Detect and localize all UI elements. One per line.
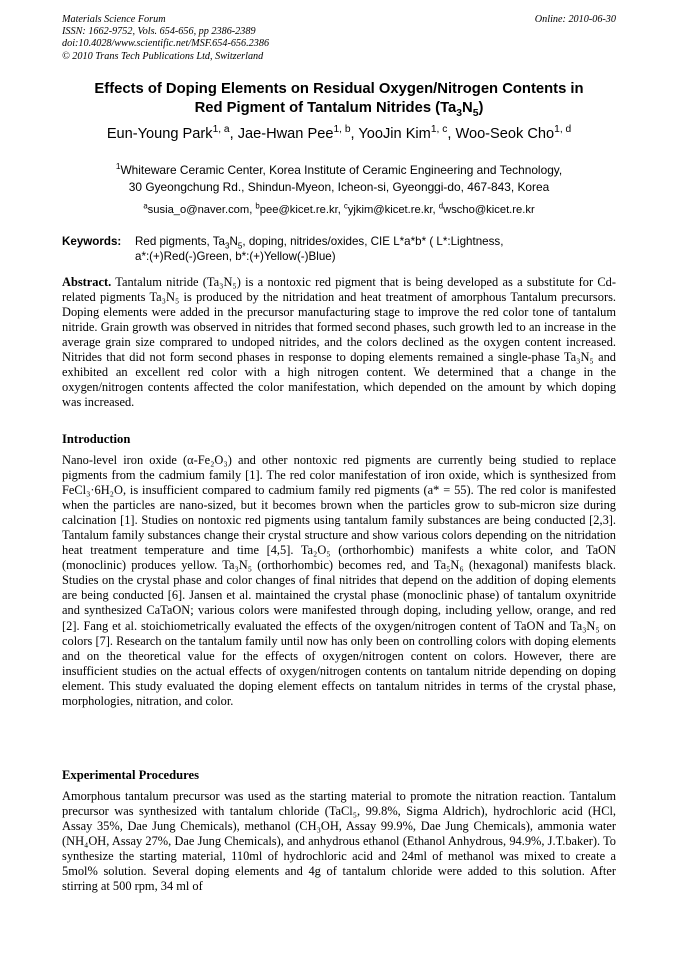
author-name: Jae-Hwan Pee xyxy=(237,126,334,142)
author-name: Woo-Seok Cho xyxy=(455,126,555,142)
keywords-label: Keywords: xyxy=(62,235,122,248)
paper-title xyxy=(62,80,616,117)
email-address[interactable]: susia_o@naver.com xyxy=(147,204,250,216)
author-name: Eun-Young Park xyxy=(106,126,213,142)
journal-header xyxy=(62,14,616,63)
abstract-text: Tantalum nitride (Ta₃N₅) is a nontoxic red pigment that is being developed as a substitute for Cd-related pigments Ta₃N₅ is produced by the nitridation and heat treatment of amorphous Tantalum precursors. Doping elements were added in the precursor manufacturing stage to improve the red color tone of tantalum nitride. Grain growth was observed in nitrides that formed second phases, such growth led to an increase in the average grain size comprared to undoped nitrides, and the colors declined as the oxygen content increased. Nitrides that did not form second phases in response to doping elements remained a single-phase Ta₃N₅ and exhibited an excellent red color with a high nitrogen content. We determined that a change in the oxygen/nitrogen contents affected the color manifestation, which depended on the amount by which doping was increased. xyxy=(62,275,616,410)
author-list: Eun-Young Park$^{1, a}$, Jae-Hwan Pee$^{1, b}$, YooJin Kim$^{1, c}$, Woo-Seok Cho$^{1, d}$ xyxy=(106,124,572,142)
online-date: Online: 2010-06-30 xyxy=(534,14,616,25)
section-heading-introduction: Introduction xyxy=(62,432,131,446)
author-affil-mark: 1, d xyxy=(554,124,572,136)
affiliation xyxy=(62,162,616,195)
issn-line: ISSN: 1662-9752, Vols. 654-656, pp 2386-2389 xyxy=(62,26,256,38)
email-address[interactable]: pee@kicet.re.kr xyxy=(259,204,338,216)
keywords-text: Red pigments, $Ta_3N_5$, doping, nitrides/oxides, CIE L*a*b* ( L*:Lightness, a*:(+)Red(-)Green, b*:(+)Yellow(-)Blue) xyxy=(135,235,504,264)
author-affil-mark: 1, c xyxy=(430,124,448,136)
abstract-label: Abstract. xyxy=(62,275,112,289)
email-address[interactable]: yjkim@kicet.re.kr xyxy=(347,204,433,216)
author-affil-mark: 1, b xyxy=(333,124,351,136)
doi-line: doi:10.4028/www.scientific.net/MSF.654-656.2386 xyxy=(62,38,270,50)
title-line-1: Effects of Doping Elements on Residual Oxygen/Nitrogen Contents in xyxy=(94,81,584,97)
author-affil-mark: 1, a xyxy=(212,124,230,136)
introduction-text: Nano-level iron oxide (α-Fe₂O₃) and other nontoxic red pigments are currently being studied to replace pigments from the cadmium family [1]. The red color manifestation of iron oxide, which is synthesized from FeCl₃·6H₂O, is insufficient compared to cadmium family red pigments (a* = 55). The red color is manifested when the particles are nano-sized, but it becomes brown when the particles grow to sub-micron size during calcination [1]. Studies on nontoxic red pigments using tantalum family substances are being conducted [2,3]. Tantalum family substances change their crystal structure and show various colors depending on the nitridation heat treatment temperature and time [4,5]. Ta₂O₅ (orthorhombic) manifests a white color, and TaON (monoclinic) produces yellow. Ta₃N₅ (orthorhombic) becomes red, and Ta₅N₆ (hexagonal) manifests black. Studies on the crystal phase and color changes of final nitrides that depend on the addition of doping elements are being conducted [6]. Jansen et al. maintained the crystal phase (monoclinic phase) of tantalum oxynitride and synthesized CaTaON; various colors were manifested through doping, including yellow, orange, and red [2]. Fang et al. stoichiometrically evaluated the effects of the oxygen/nitrogen content of TaON and Ta₃N₅ on colors [7]. Research on the tantalum family until now has only been on controlling colors with doping elements and on the theoretical value for the effects of oxygen/nitrogen content on colors. However, there are insufficient studies on the actual effects of oxygen/nitrogen contents on tantalum nitride depending on doping element. This study evaluated the doping element effects on tantalum nitrides in terms of the crystal phase, morphologies, nitration, and color. xyxy=(62,453,616,708)
section-heading-experimental: Experimental Procedures xyxy=(62,768,199,782)
email-address[interactable]: wscho@kicet.re.kr xyxy=(443,204,535,216)
affiliation-line-1: $^1$Whiteware Ceramic Center, Korea Institute of Ceramic Engineering and Technology, xyxy=(115,161,563,177)
author-name: YooJin Kim xyxy=(358,126,431,142)
copyright-line: © 2010 Trans Tech Publications Ltd, Switzerland xyxy=(62,50,264,62)
abstract xyxy=(62,275,616,410)
experimental-text: Amorphous tantalum precursor was used as the starting material to promote the nitration reaction. Tantalum precursor was synthesized with tantalum chloride (TaCl₅, 99.8%, Sigma Aldrich), hydrochloric acid (HCl, Assay 35%, Dae Jung Chemicals), methanol (CH₃OH, Assay 99.9%, Dae Jung Chemicals), ammonia water (NH₄OH, Assay 27%, Dae Jung Chemicals), and anhydrous ethanol (Ethanol Anhydrous, 94.9%, J.T.baker). To synthesize the starting material, 110ml of hydrochloric acid and 24ml of methanol was mixed to create a 5mol% solution. Several doping elements and 4g of tantalum chloride were added to this solution. After stirring at 500 rpm, 34 ml of xyxy=(62,789,616,894)
email-list: $^a$susia_o@naver.com, $^b$pee@kicet.re.kr, $^c$yjkim@kicet.re.kr, $^d$wscho@kicet.re.kr xyxy=(143,201,535,216)
affiliation-line-2: 30 Gyeongchung Rd., Shindun-Myeon, Icheon-si, Gyeonggi-do, 467-843, Korea xyxy=(128,179,550,194)
title-line-2: Red Pigment of Tantalum Nitrides $(Ta_3N_5)$ xyxy=(194,99,484,119)
journal-name: Materials Science Forum xyxy=(62,14,166,25)
